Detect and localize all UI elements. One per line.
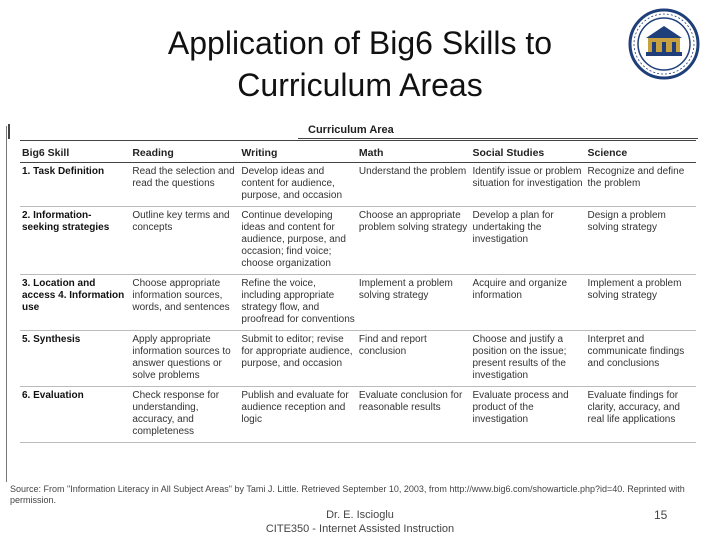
table-cell: Acquire and organize information (471, 275, 586, 331)
table-cell: Apply appropriate information sources to answer questions or solve problems (130, 331, 239, 387)
column-header-social-studies: Social Studies (471, 141, 586, 163)
skill-cell: 1. Task Definition (20, 163, 130, 207)
table-cell: Choose appropriate information sources, words, and sentences (130, 275, 239, 331)
column-header-skill: Big6 Skill (20, 141, 130, 163)
footer-course: CITE350 - Internet Assisted Instruction (265, 523, 455, 535)
table-cell: Design a problem solving strategy (586, 207, 696, 275)
footer-author: Dr. E. Iscioglu (326, 509, 394, 521)
title-line-1: Application of Big6 Skills to (167, 25, 553, 61)
table-cell: Evaluate findings for clarity, accuracy, and real life applications (586, 387, 696, 443)
slide-title (120, 22, 600, 106)
big6-table (20, 140, 696, 443)
skill-cell: 3. Location and access 4. Information use (20, 275, 130, 331)
table-cell: Evaluate conclusion for reasonable results (357, 387, 471, 443)
table-cell: Implement a problem solving strategy (586, 275, 696, 331)
table-cell: Develop a plan for undertaking the investigation (471, 207, 586, 275)
title-line-2: Curriculum Areas (237, 67, 483, 103)
table-cell: Interpret and communicate findings and conclusions (586, 331, 696, 387)
table-cell: Choose and justify a position on the issue; present results of the investigation (471, 331, 586, 387)
table-cell: Publish and evaluate for audience reception and logic (239, 387, 357, 443)
slide-footer (240, 508, 480, 536)
table-row (20, 207, 696, 275)
table-cell: Understand the problem (357, 163, 471, 207)
table-row (20, 387, 696, 443)
table-cell: Read the selection and read the questions (130, 163, 239, 207)
curriculum-area-header: Curriculum Area (308, 124, 394, 136)
curriculum-area-rule (298, 138, 698, 139)
table-cell: Submit to editor; revise for appropriate audience, purpose, and occasion (239, 331, 357, 387)
table-cell: Develop ideas and content for audience, purpose, and occasion (239, 163, 357, 207)
table-cell: Identify issue or problem situation for investigation (471, 163, 586, 207)
table-header-row (20, 141, 696, 163)
header-bracket (8, 124, 18, 139)
table-cell: Refine the voice, including appropriate strategy flow, and proofread for conventions (239, 275, 357, 331)
table-cell: Continue developing ideas and content for audience, purpose, and occasion; find voice; choose organization (239, 207, 357, 275)
table-cell: Evaluate process and product of the investigation (471, 387, 586, 443)
table-cell: Implement a problem solving strategy (357, 275, 471, 331)
table-cell: Find and report conclusion (357, 331, 471, 387)
skill-cell: 2. Information-seeking strategies (20, 207, 130, 275)
table-row (20, 331, 696, 387)
big6-table-figure (8, 120, 688, 480)
table-cell: Check response for understanding, accuracy, and completeness (130, 387, 239, 443)
column-header-reading: Reading (130, 141, 239, 163)
skill-cell: 6. Evaluation (20, 387, 130, 443)
university-seal-icon (628, 8, 700, 80)
left-border-line (6, 126, 7, 482)
table-cell: Choose an appropriate problem solving strategy (357, 207, 471, 275)
table-row (20, 275, 696, 331)
table-cell: Outline key terms and concepts (130, 207, 239, 275)
column-header-science: Science (586, 141, 696, 163)
page-number: 15 (654, 508, 668, 522)
skill-cell: 5. Synthesis (20, 331, 130, 387)
table-cell: Recognize and define the problem (586, 163, 696, 207)
table-row (20, 163, 696, 207)
source-note: Source: From "Information Literacy in All Subject Areas" by Tami J. Little. Retrieved September 10, 2003, from http://www.big6.com/showarticle.php?id=40. Reprinted with permission. (10, 484, 685, 505)
column-header-writing: Writing (239, 141, 357, 163)
column-header-math: Math (357, 141, 471, 163)
